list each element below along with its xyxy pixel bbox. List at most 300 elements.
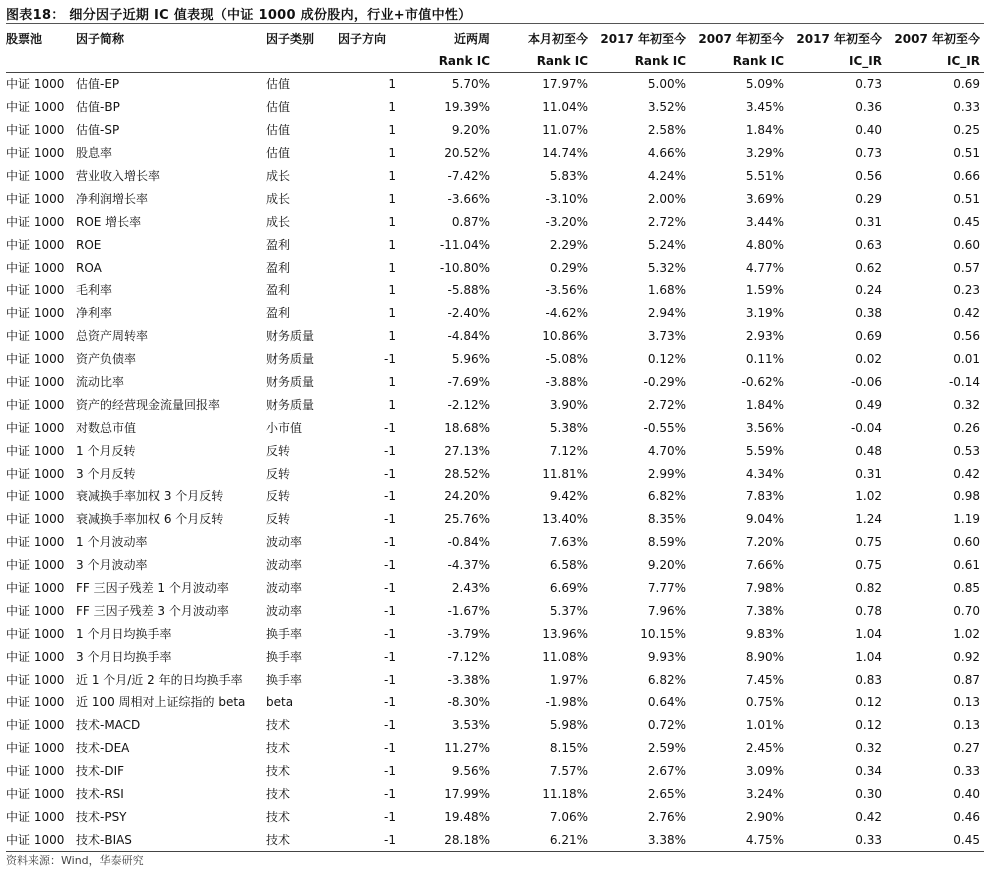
pool-cell: 中证 1000 bbox=[6, 603, 65, 618]
pool-cell: 中证 1000 bbox=[6, 260, 65, 275]
two-week-rank-ic-cell: 24.20% bbox=[444, 489, 490, 504]
pool-cell: 中证 1000 bbox=[6, 100, 65, 115]
month-to-date-rank-ic-cell: -3.88% bbox=[545, 375, 588, 390]
since-2017-ic-ir-cell: 0.82 bbox=[855, 581, 882, 596]
table-row bbox=[6, 371, 984, 394]
factor-category-cell: 反转 bbox=[266, 443, 291, 458]
month-to-date-rank-ic-cell: 11.04% bbox=[542, 100, 588, 115]
pool-cell: 中证 1000 bbox=[6, 237, 65, 252]
factor-name-cell: 营业收入增长率 bbox=[76, 169, 161, 183]
factor-direction-cell: -1 bbox=[384, 558, 396, 573]
factor-name-cell: 衰减换手率加权 3 个月反转 bbox=[76, 489, 224, 504]
since-2017-ic-ir-cell: 1.24 bbox=[855, 512, 882, 527]
factor-direction-cell: -1 bbox=[384, 420, 396, 435]
since-2017-ic-ir-cell: 0.24 bbox=[855, 283, 882, 298]
table-row bbox=[6, 279, 984, 302]
pool-cell: 中证 1000 bbox=[6, 329, 65, 344]
since-2007-ic-ir-cell: 0.60 bbox=[953, 535, 980, 550]
header-row-2 bbox=[6, 50, 984, 73]
table-row bbox=[6, 599, 984, 622]
factor-name-cell: 总资产周转率 bbox=[76, 329, 149, 344]
table-row bbox=[6, 233, 984, 256]
pool-cell: 中证 1000 bbox=[6, 718, 65, 733]
table-row bbox=[6, 325, 984, 348]
month-to-date-rank-ic-cell: 11.18% bbox=[542, 787, 588, 802]
two-week-rank-ic-cell: -5.88% bbox=[447, 283, 490, 298]
since-2017-ic-ir-cell: 0.75 bbox=[855, 535, 882, 550]
two-week-rank-ic-cell: 11.27% bbox=[444, 741, 490, 756]
table-row bbox=[6, 691, 984, 714]
factor-category-cell: 换手率 bbox=[266, 649, 303, 664]
two-week-rank-ic-cell: 19.48% bbox=[444, 809, 490, 824]
since-2007-ic-ir-cell: 0.45 bbox=[886, 828, 984, 851]
two-week-rank-ic-cell: 17.99% bbox=[444, 787, 490, 802]
factor-category-cell: 估值 bbox=[266, 123, 291, 138]
since-2017-ic-ir-cell: 0.48 bbox=[855, 443, 882, 458]
factor-direction-cell: -1 bbox=[384, 603, 396, 618]
table-row bbox=[6, 302, 984, 325]
pool-cell: 中证 1000 bbox=[6, 283, 65, 298]
since-2007-rank-ic-cell: 1.59% bbox=[745, 283, 784, 298]
factor-category-cell: 财务质量 bbox=[266, 352, 315, 367]
since-2017-rank-ic-cell: 2.72% bbox=[647, 397, 686, 412]
month-to-date-rank-ic-cell: 2.29% bbox=[549, 237, 588, 252]
since-2007-rank-ic-cell: 3.19% bbox=[745, 306, 784, 321]
table-row bbox=[6, 348, 984, 371]
since-2007-ic-ir-cell: 0.56 bbox=[953, 329, 980, 344]
factor-category-cell: 财务质量 bbox=[266, 375, 315, 390]
since-2007-ic-ir-cell: 0.27 bbox=[953, 741, 980, 756]
pool-cell: 中证 1000 bbox=[6, 397, 65, 412]
pool-cell: 中证 1000 bbox=[6, 169, 65, 183]
table-row bbox=[6, 439, 984, 462]
since-2007-ic-ir-cell: 0.53 bbox=[953, 443, 980, 458]
since-2017-rank-ic-cell: 9.93% bbox=[647, 649, 686, 664]
since-2017-ic-ir-cell: 0.83 bbox=[855, 672, 882, 687]
since-2017-rank-ic-cell: 5.32% bbox=[647, 260, 686, 275]
since-2017-ic-ir-cell: 0.34 bbox=[855, 764, 882, 779]
table-row bbox=[6, 554, 984, 577]
pool-cell: 中证 1000 bbox=[6, 375, 65, 390]
since-2007-rank-ic-cell: 5.51% bbox=[745, 169, 784, 183]
factor-name-cell: 资产的经营现金流量回报率 bbox=[76, 397, 221, 412]
table-row bbox=[6, 760, 984, 783]
factor-direction-cell: -1 bbox=[384, 489, 396, 504]
two-week-rank-ic-cell: 5.70% bbox=[451, 77, 490, 92]
since-2017-rank-ic-cell: 10.15% bbox=[640, 626, 686, 641]
table-row bbox=[6, 393, 984, 416]
table-body bbox=[6, 73, 984, 852]
since-2007-ic-ir-cell: 0.33 bbox=[953, 764, 980, 779]
since-2007-rank-ic-cell: 2.45% bbox=[745, 741, 784, 756]
pool-cell: 中证 1000 bbox=[6, 420, 65, 435]
since-2017-ic-ir-cell: 0.12 bbox=[855, 695, 882, 710]
since-2007-rank-ic-cell: 2.90% bbox=[745, 809, 784, 824]
table-title: 图表18： 细分因子近期 IC 值表现（中证 1000 成份股内，行业+市值中性） bbox=[6, 8, 472, 23]
month-to-date-rank-ic-cell: 11.81% bbox=[542, 466, 588, 481]
month-to-date-rank-ic-cell: -1.98% bbox=[545, 695, 588, 710]
since-2007-rank-ic-cell: 9.04% bbox=[745, 512, 784, 527]
month-to-date-rank-ic-cell: 14.74% bbox=[542, 146, 588, 161]
table-row bbox=[6, 737, 984, 760]
since-2017-ic-ir-cell: 0.73 bbox=[855, 77, 882, 92]
since-2007-rank-ic-cell: 4.77% bbox=[745, 260, 784, 275]
two-week-rank-ic-cell: 3.53% bbox=[451, 718, 490, 733]
month-to-date-rank-ic-cell: -3.56% bbox=[545, 283, 588, 298]
since-2017-rank-ic-cell: 5.24% bbox=[647, 237, 686, 252]
since-2007-rank-ic-cell: 3.69% bbox=[745, 191, 784, 206]
since-2007-rank-ic-cell: 0.11% bbox=[745, 352, 784, 367]
table-row bbox=[6, 165, 984, 188]
two-week-rank-ic-cell: -4.37% bbox=[447, 558, 490, 573]
since-2017-ic-ir-cell: 0.12 bbox=[855, 718, 882, 733]
table-row bbox=[6, 531, 984, 554]
pool-cell: 中证 1000 bbox=[6, 695, 65, 710]
two-week-rank-ic-cell: -3.79% bbox=[447, 626, 490, 641]
since-2007-ic-ir-cell: 0.45 bbox=[953, 214, 980, 229]
header-pool: 股票池 bbox=[6, 32, 43, 46]
since-2017-ic-ir-cell: 0.56 bbox=[855, 169, 882, 183]
since-2017-rank-ic-cell: 2.94% bbox=[647, 306, 686, 321]
since-2007-rank-ic-cell: 3.45% bbox=[745, 100, 784, 115]
factor-category-cell: 换手率 bbox=[266, 626, 303, 641]
factor-category-cell: 财务质量 bbox=[266, 397, 315, 412]
pool-cell: 中证 1000 bbox=[6, 558, 65, 573]
factor-category-cell: 换手率 bbox=[266, 672, 303, 687]
month-to-date-rank-ic-cell: 5.38% bbox=[549, 420, 588, 435]
since-2017-ic-ir-cell: 0.38 bbox=[855, 306, 882, 321]
table-row bbox=[6, 73, 984, 96]
since-2007-rank-ic-cell: 7.20% bbox=[745, 535, 784, 550]
since-2007-ic-ir-cell: 0.51 bbox=[953, 191, 980, 206]
since-2017-rank-ic-cell: 3.73% bbox=[647, 329, 686, 344]
month-to-date-rank-ic-cell: 6.21% bbox=[494, 828, 592, 851]
since-2007-rank-ic-cell: 3.56% bbox=[745, 420, 784, 435]
since-2017-ic-ir-cell: 0.40 bbox=[855, 123, 882, 138]
pool-cell: 中证 1000 bbox=[6, 535, 65, 550]
since-2007-ic-ir-cell: -0.14 bbox=[948, 375, 980, 390]
since-2017-rank-ic-cell: 2.58% bbox=[647, 123, 686, 138]
factor-direction-cell: 1 bbox=[388, 77, 396, 92]
since-2007-rank-ic-cell: 7.38% bbox=[745, 603, 784, 618]
pool-cell: 中证 1000 bbox=[6, 214, 65, 229]
since-2017-rank-ic-cell: 2.65% bbox=[647, 787, 686, 802]
since-2017-rank-ic-cell: 2.76% bbox=[647, 809, 686, 824]
since-2007-rank-ic-cell: 4.80% bbox=[745, 237, 784, 252]
since-2017-rank-ic-cell: 2.67% bbox=[647, 764, 686, 779]
since-2007-rank-ic-cell: 3.24% bbox=[745, 787, 784, 802]
since-2007-rank-ic-cell: 9.83% bbox=[745, 626, 784, 641]
factor-name-cell: 近 1 个月/近 2 年的日均换手率 bbox=[76, 672, 243, 687]
factor-name-cell: 3 个月波动率 bbox=[76, 558, 148, 573]
two-week-rank-ic-cell: -4.84% bbox=[447, 329, 490, 344]
header-sub-empty bbox=[338, 50, 400, 73]
factor-name-cell: 净利润增长率 bbox=[76, 191, 149, 206]
two-week-rank-ic-cell: 5.96% bbox=[451, 352, 490, 367]
factor-category-cell: beta bbox=[266, 695, 294, 710]
since-2007-ic-ir-cell: 0.87 bbox=[953, 672, 980, 687]
factor-category-cell: 反转 bbox=[266, 489, 291, 504]
factor-name-cell: 技术-BIAS bbox=[76, 828, 266, 851]
pool-cell: 中证 1000 bbox=[6, 123, 65, 138]
since-2017-ic-ir-cell: 1.04 bbox=[855, 649, 882, 664]
since-2007-ic-ir-cell: 0.42 bbox=[953, 306, 980, 321]
factor-name-cell: ROA bbox=[76, 260, 102, 275]
since-2017-ic-ir-cell: 1.02 bbox=[855, 489, 882, 504]
header-two-weeks: 近两周 bbox=[453, 32, 490, 46]
two-week-rank-ic-cell: 0.87% bbox=[451, 214, 490, 229]
pool-cell: 中证 1000 bbox=[6, 466, 65, 481]
since-2007-ic-ir-cell: 0.25 bbox=[953, 123, 980, 138]
table-row bbox=[6, 210, 984, 233]
factor-name-cell: 估值-EP bbox=[76, 77, 120, 92]
since-2017-ic-ir-cell: 0.31 bbox=[855, 466, 882, 481]
factor-category-cell: 估值 bbox=[266, 100, 291, 115]
factor-direction-cell: -1 bbox=[384, 512, 396, 527]
pool-cell: 中证 1000 bbox=[6, 649, 65, 664]
since-2007-ic-ir-cell: 0.13 bbox=[953, 718, 980, 733]
since-2017-ic-ir-cell: 0.02 bbox=[855, 352, 882, 367]
factor-name-cell: 毛利率 bbox=[76, 283, 113, 298]
header-since-2017: 2017 年初至今 bbox=[600, 32, 686, 46]
since-2017-ic-ir-cell: 0.63 bbox=[855, 237, 882, 252]
pool-cell: 中证 1000 bbox=[6, 828, 76, 851]
since-2017-ic-ir-cell: -0.04 bbox=[850, 420, 882, 435]
two-week-rank-ic-cell: 27.13% bbox=[444, 443, 490, 458]
month-to-date-rank-ic-cell: -3.20% bbox=[545, 214, 588, 229]
table-row bbox=[6, 96, 984, 119]
since-2017-ic-ir-cell: 0.69 bbox=[855, 329, 882, 344]
factor-name-cell: FF 三因子残差 3 个月波动率 bbox=[76, 603, 229, 618]
factor-category-cell: 技术 bbox=[266, 764, 291, 779]
factor-category-cell: 估值 bbox=[266, 77, 291, 92]
since-2017-ic-ir-cell: 0.31 bbox=[855, 214, 882, 229]
factor-name-cell: 衰减换手率加权 6 个月反转 bbox=[76, 512, 224, 527]
factor-name-cell: 资产负债率 bbox=[76, 352, 137, 367]
since-2017-rank-ic-cell: 3.38% bbox=[592, 828, 690, 851]
two-week-rank-ic-cell: -11.04% bbox=[439, 237, 490, 252]
since-2017-rank-ic-cell: -0.29% bbox=[643, 375, 686, 390]
factor-direction-cell: -1 bbox=[384, 672, 396, 687]
since-2007-rank-ic-cell: 1.01% bbox=[745, 718, 784, 733]
since-2017-ic-ir-cell: 0.49 bbox=[855, 397, 882, 412]
since-2007-rank-ic-cell: 2.93% bbox=[745, 329, 784, 344]
factor-name-cell: 估值-SP bbox=[76, 123, 120, 138]
pool-cell: 中证 1000 bbox=[6, 764, 65, 779]
factor-name-cell: 3 个月反转 bbox=[76, 466, 136, 481]
since-2017-ic-ir-cell: 0.30 bbox=[855, 787, 882, 802]
month-to-date-rank-ic-cell: 1.97% bbox=[549, 672, 588, 687]
pool-cell: 中证 1000 bbox=[6, 787, 65, 802]
factor-name-cell: 技术-RSI bbox=[76, 787, 124, 802]
month-to-date-rank-ic-cell: 7.12% bbox=[549, 443, 588, 458]
factor-direction-cell: 1 bbox=[388, 123, 396, 138]
pool-cell: 中证 1000 bbox=[6, 191, 65, 206]
pool-cell: 中证 1000 bbox=[6, 146, 65, 161]
factor-direction-cell: -1 bbox=[384, 787, 396, 802]
factor-category-cell: 技术 bbox=[266, 741, 291, 756]
factor-category-cell: 成长 bbox=[266, 169, 291, 183]
factor-direction-cell: -1 bbox=[384, 718, 396, 733]
since-2007-ic-ir-cell: 0.60 bbox=[953, 237, 980, 252]
header-sub-rank-ic: Rank IC bbox=[690, 50, 788, 73]
two-week-rank-ic-cell: 9.56% bbox=[451, 764, 490, 779]
since-2007-ic-ir-cell: 0.40 bbox=[953, 787, 980, 802]
since-2007-rank-ic-cell: 1.84% bbox=[745, 123, 784, 138]
factor-name-cell: ROE 增长率 bbox=[76, 214, 142, 229]
month-to-date-rank-ic-cell: 0.29% bbox=[549, 260, 588, 275]
table-row bbox=[6, 485, 984, 508]
since-2007-ic-ir-cell: 0.23 bbox=[953, 283, 980, 298]
two-week-rank-ic-cell: -1.67% bbox=[447, 603, 490, 618]
factor-category-cell: 技术 bbox=[266, 787, 291, 802]
factor-name-cell: ROE bbox=[76, 237, 102, 252]
since-2017-rank-ic-cell: 4.70% bbox=[647, 443, 686, 458]
since-2007-rank-ic-cell: 5.09% bbox=[745, 77, 784, 92]
since-2017-rank-ic-cell: 7.96% bbox=[647, 603, 686, 618]
since-2007-rank-ic-cell: 3.44% bbox=[745, 214, 784, 229]
table-row bbox=[6, 119, 984, 142]
since-2017-rank-ic-cell: 0.72% bbox=[647, 718, 686, 733]
since-2017-ic-ir-cell: 0.62 bbox=[855, 260, 882, 275]
since-2007-ic-ir-cell: 0.61 bbox=[953, 558, 980, 573]
since-2007-ic-ir-cell: 1.02 bbox=[953, 626, 980, 641]
table-row bbox=[6, 714, 984, 737]
pool-cell: 中证 1000 bbox=[6, 306, 65, 321]
title-divider bbox=[6, 23, 984, 24]
since-2017-rank-ic-cell: -0.55% bbox=[643, 420, 686, 435]
since-2017-ic-ir-cell: 0.78 bbox=[855, 603, 882, 618]
factor-category-cell: 波动率 bbox=[266, 558, 303, 573]
since-2017-rank-ic-cell: 0.12% bbox=[647, 352, 686, 367]
table-row bbox=[6, 416, 984, 439]
month-to-date-rank-ic-cell: 3.90% bbox=[549, 397, 588, 412]
factor-direction-cell: -1 bbox=[384, 443, 396, 458]
since-2017-ic-ir-cell: 0.75 bbox=[855, 558, 882, 573]
table-row bbox=[6, 806, 984, 829]
factor-category-cell: 估值 bbox=[266, 146, 291, 161]
header-month-to-date: 本月初至今 bbox=[527, 32, 588, 46]
factor-direction-cell: -1 bbox=[384, 535, 396, 550]
since-2017-ic-ir-cell: 0.73 bbox=[855, 146, 882, 161]
since-2007-rank-ic-cell: -0.62% bbox=[741, 375, 784, 390]
since-2007-rank-ic-cell: 4.75% bbox=[690, 828, 788, 851]
month-to-date-rank-ic-cell: 11.07% bbox=[542, 123, 588, 138]
since-2007-ic-ir-cell: 0.57 bbox=[953, 260, 980, 275]
factor-direction-cell: -1 bbox=[384, 695, 396, 710]
source-note: 资料来源：Wind，华泰研究 bbox=[6, 854, 144, 867]
since-2017-ic-ir-cell: 0.29 bbox=[855, 191, 882, 206]
since-2017-rank-ic-cell: 8.35% bbox=[647, 512, 686, 527]
month-to-date-rank-ic-cell: 5.98% bbox=[549, 718, 588, 733]
factor-direction-cell: 1 bbox=[388, 397, 396, 412]
since-2007-rank-ic-cell: 4.34% bbox=[745, 466, 784, 481]
factor-category-cell: 小市值 bbox=[266, 420, 303, 435]
since-2007-rank-ic-cell: 5.59% bbox=[745, 443, 784, 458]
since-2007-ic-ir-cell: 0.85 bbox=[953, 581, 980, 596]
since-2007-rank-ic-cell: 7.45% bbox=[745, 672, 784, 687]
since-2017-rank-ic-cell: 7.77% bbox=[647, 581, 686, 596]
header-sub-rank-ic: Rank IC bbox=[592, 50, 690, 73]
factor-category-cell: 成长 bbox=[266, 214, 291, 229]
factor-name-cell: 技术-DEA bbox=[76, 741, 130, 756]
two-week-rank-ic-cell: -2.12% bbox=[447, 397, 490, 412]
pool-cell: 中证 1000 bbox=[6, 581, 65, 596]
factor-name-cell: 1 个月日均换手率 bbox=[76, 626, 172, 641]
since-2017-rank-ic-cell: 2.99% bbox=[647, 466, 686, 481]
since-2007-rank-ic-cell: 3.09% bbox=[745, 764, 784, 779]
since-2007-rank-ic-cell: 7.98% bbox=[745, 581, 784, 596]
since-2007-ic-ir-cell: 0.01 bbox=[953, 352, 980, 367]
since-2017-rank-ic-cell: 1.68% bbox=[647, 283, 686, 298]
factor-direction-cell: -1 bbox=[384, 581, 396, 596]
factor-direction-cell: 1 bbox=[388, 146, 396, 161]
table-row bbox=[6, 508, 984, 531]
header-factor-name: 因子简称 bbox=[76, 32, 125, 46]
month-to-date-rank-ic-cell: 7.06% bbox=[549, 809, 588, 824]
two-week-rank-ic-cell: 19.39% bbox=[444, 100, 490, 115]
factor-name-cell: 近 100 周相对上证综指的 beta bbox=[76, 695, 246, 710]
factor-name-cell: 流动比率 bbox=[76, 375, 125, 390]
two-week-rank-ic-cell: -7.42% bbox=[447, 169, 490, 183]
header-sub-rank-ic: Rank IC bbox=[400, 50, 494, 73]
header-ir-since-2007: 2007 年初至今 bbox=[894, 32, 980, 46]
since-2017-ic-ir-cell: -0.06 bbox=[850, 375, 882, 390]
month-to-date-rank-ic-cell: -4.62% bbox=[545, 306, 588, 321]
since-2007-ic-ir-cell: 0.70 bbox=[953, 603, 980, 618]
two-week-rank-ic-cell: 18.68% bbox=[444, 420, 490, 435]
header-sub-ic-ir: IC_IR bbox=[886, 50, 984, 73]
header-sub-empty bbox=[6, 50, 76, 73]
since-2007-ic-ir-cell: 0.98 bbox=[953, 489, 980, 504]
month-to-date-rank-ic-cell: 17.97% bbox=[542, 77, 588, 92]
since-2017-rank-ic-cell: 6.82% bbox=[647, 672, 686, 687]
month-to-date-rank-ic-cell: 13.96% bbox=[542, 626, 588, 641]
since-2017-ic-ir-cell: 0.33 bbox=[788, 828, 886, 851]
month-to-date-rank-ic-cell: -3.10% bbox=[545, 191, 588, 206]
factor-name-cell: 对数总市值 bbox=[76, 420, 137, 435]
since-2017-rank-ic-cell: 2.59% bbox=[647, 741, 686, 756]
two-week-rank-ic-cell: -3.38% bbox=[447, 672, 490, 687]
two-week-rank-ic-cell: -3.66% bbox=[447, 191, 490, 206]
pool-cell: 中证 1000 bbox=[6, 741, 65, 756]
two-week-rank-ic-cell: 28.52% bbox=[444, 466, 490, 481]
table-row bbox=[6, 645, 984, 668]
table-row bbox=[6, 622, 984, 645]
month-to-date-rank-ic-cell: 6.69% bbox=[549, 581, 588, 596]
header-factor-direction: 因子方向 bbox=[338, 32, 387, 46]
two-week-rank-ic-cell: 28.18% bbox=[400, 828, 494, 851]
since-2017-rank-ic-cell: 8.59% bbox=[647, 535, 686, 550]
pool-cell: 中证 1000 bbox=[6, 443, 65, 458]
month-to-date-rank-ic-cell: 7.63% bbox=[549, 535, 588, 550]
since-2007-ic-ir-cell: 0.26 bbox=[953, 420, 980, 435]
header-sub-empty bbox=[266, 50, 338, 73]
factor-category-cell: 财务质量 bbox=[266, 329, 315, 344]
header-since-2007: 2007 年初至今 bbox=[698, 32, 784, 46]
factor-category-cell: 反转 bbox=[266, 466, 291, 481]
factor-direction-cell: 1 bbox=[388, 169, 396, 183]
since-2007-rank-ic-cell: 3.29% bbox=[745, 146, 784, 161]
table-row bbox=[6, 462, 984, 485]
factor-direction-cell: -1 bbox=[384, 352, 396, 367]
since-2017-rank-ic-cell: 2.72% bbox=[647, 214, 686, 229]
two-week-rank-ic-cell: -2.40% bbox=[447, 306, 490, 321]
since-2017-rank-ic-cell: 6.82% bbox=[647, 489, 686, 504]
factor-category-cell: 技术 bbox=[266, 809, 291, 824]
two-week-rank-ic-cell: 20.52% bbox=[444, 146, 490, 161]
since-2007-ic-ir-cell: 0.66 bbox=[953, 169, 980, 183]
